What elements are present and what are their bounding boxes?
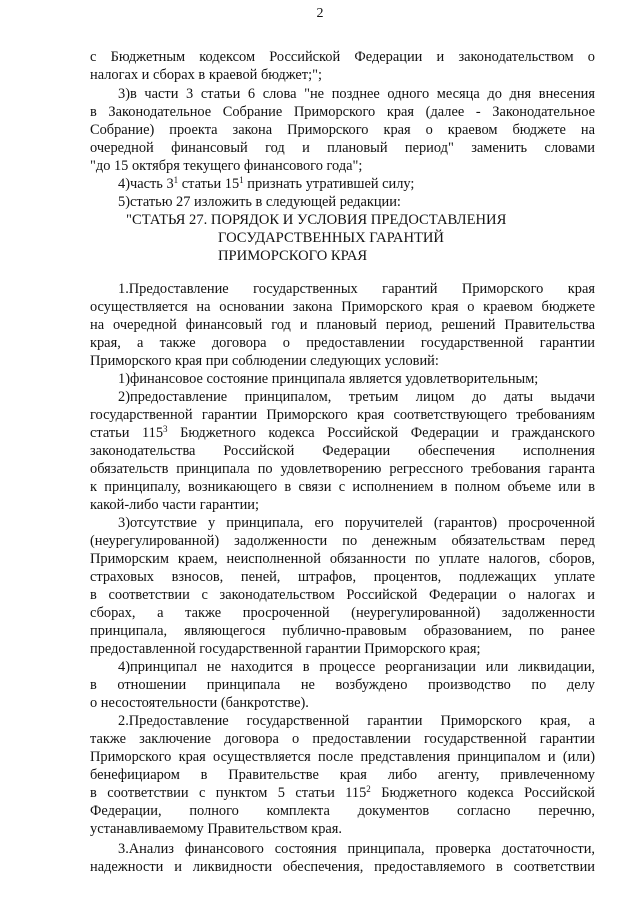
text-line: 1)финансовое состояние принципала является удовлетворительным; [118,371,539,387]
text-line: налогах и сборах в краевой бюджет;"; [90,67,322,83]
text-line: также заключение договора о предоставлении государственной гарантии [90,731,595,747]
text-line: какой-либо части гарантии; [90,497,259,513]
text-line: 3)отсутствие у принципала, его поручителей (гарантов) просроченной [118,515,595,531]
text-line: "до 15 октября текущего финансового года"; [90,158,363,174]
text-line: Федерации, полного комплекта документов согласно перечню, [90,803,595,819]
text-line: 5)статью 27 изложить в следующей редакции: [118,194,401,210]
article-heading: ГОСУДАРСТВЕННЫХ ГАРАНТИЙ [218,230,444,246]
text-line: государственной гарантии Приморского края соответствующего требованиям [90,407,595,423]
text-line: 2)предоставление принципалом, третьим лицом до даты выдачи [118,389,595,405]
text-line: края, а также договора о предоставлении государственной гарантии [90,335,595,351]
text-line: с Бюджетным кодексом Российской Федерации и законодательством о [90,49,595,65]
text-line: Приморского края осуществляется после представления принципалом и (или) [90,749,595,765]
text-line: о несостоятельности (банкротстве). [90,695,309,711]
text-line: на очередной финансовый год и плановый период, решений Правительства [90,317,595,333]
article-heading: "СТАТЬЯ 27. ПОРЯДОК И УСЛОВИЯ ПРЕДОСТАВЛЕНИЯ [126,212,507,228]
text-line: в отношении принципала не возбуждено производство по делу [90,677,595,693]
text-line-115-2: в соответствии с пунктом 5 статьи $115^2$ Бюджетного кодекса Российской [90,784,595,801]
text-line: сборах, а также просроченной (неурегулированной) задолженности [90,605,595,621]
text-line: Приморским краем, неисполненной обязанности по уплате налогов, сборов, [90,551,595,567]
text-line: осуществляется на основании закона Приморского края о краевом бюджете [90,299,595,315]
text-line: к принципалу, возникающего в связи с исполнением в полном объеме или в [90,479,595,495]
text-line: 1.Предоставление государственных гарантий Приморского края [118,281,595,297]
text-line: Приморского края при соблюдении следующих условий: [90,353,439,369]
article-heading: ПРИМОРСКОГО КРАЯ [218,248,368,264]
text-line: Собрание) проекта закона Приморского края о краевом бюджете на [90,122,595,138]
text-line: предоставленной государственной гарантии Приморского края; [90,641,481,657]
text-line: страховых взносов, пеней, штрафов, процентов, подлежащих уплате [90,569,595,585]
text-line: очередной финансовый год и плановый период" заменить словами [90,140,595,156]
text-line: надежности и ликвидности обеспечения, предоставляемого в соответствии [90,859,595,875]
text-line: в Законодательное Собрание Приморского края (далее - Законодательное [90,104,595,120]
text-line: принципала, являющегося публично-правовым образованием, по ранее [90,623,595,639]
text-line: законодательства Российской Федерации обеспечения исполнения [90,443,595,459]
text-line-item-4: 4)часть $3^1$ статьи $15^1$ признать утратившей силу; [118,175,415,192]
text-line-115-3: статьи $115^3$ Бюджетного кодекса Российской Федерации и гражданского [90,424,595,441]
text-line: 3.Анализ финансового состояния принципала, проверка достаточности, [118,841,595,857]
text-line: (неурегулированной) задолженности по денежным обязательствам перед [90,533,595,549]
text-line: обязательств принципала по удовлетворению регрессного требования гаранта [90,461,595,477]
text-line: 2.Предоставление государственной гарантии Приморского края, а [118,713,595,729]
text-line: 3)в части 3 статьи 6 слова "не позднее одного месяца до дня внесения [118,86,595,102]
text-line: устанавливаемому Правительством края. [90,821,342,837]
page-number: 2 [316,6,324,21]
text-line: 4)принципал не находится в процессе реорганизации или ликвидации, [118,659,595,675]
text-line: бенефициаром в Правительстве края либо агенту, привлеченному [90,767,595,783]
text-line: в соответствии с законодательством Российской Федерации о налогах и [90,587,595,603]
